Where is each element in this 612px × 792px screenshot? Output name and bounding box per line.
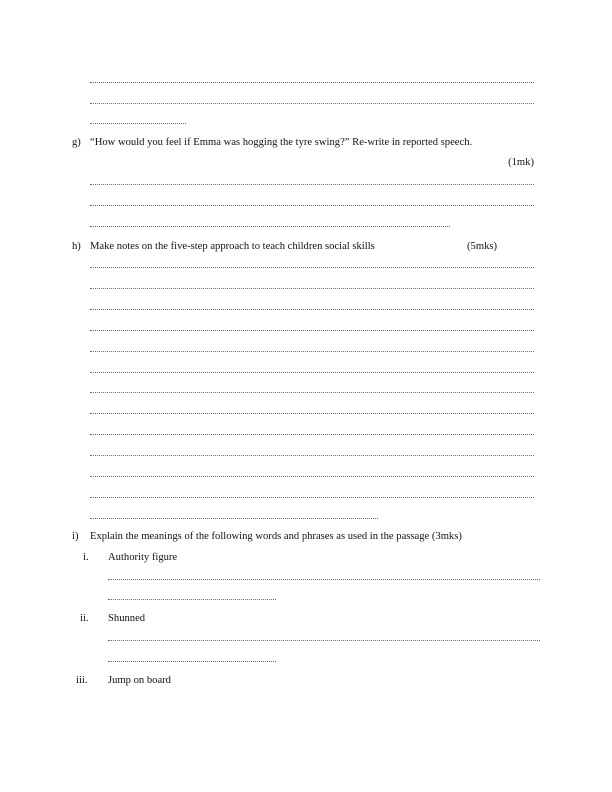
answer-line[interactable] [90,351,534,352]
answer-line[interactable] [90,518,378,519]
question-text: Make notes on the five-step approach to teach children social skills [90,241,375,252]
answer-line[interactable] [90,288,534,289]
question-text: “How would you feel if Emma was hogging the tyre swing?” Re-write in reported speech. [90,137,473,148]
answer-line[interactable] [108,579,540,580]
answer-line[interactable] [90,497,534,498]
answer-line[interactable] [90,392,534,393]
answer-line[interactable] [108,640,540,641]
answer-line[interactable] [90,82,534,83]
answer-line[interactable] [90,413,534,414]
question-label: h) [72,241,81,252]
item-term: Jump on board [108,675,171,686]
answer-line[interactable] [90,476,534,477]
question-text: Explain the meanings of the following words and phrases as used in the passage (3mks) [90,531,462,542]
answer-line[interactable] [90,330,534,331]
item-number: iii. [76,675,88,686]
question-label: g) [72,137,81,148]
answer-line[interactable] [90,372,534,373]
question-label: i) [72,531,79,542]
answer-line[interactable] [90,103,534,104]
question-marks: (1mk) [508,157,534,168]
answer-line[interactable] [90,205,534,206]
answer-line[interactable] [108,661,276,662]
question-marks: (5mks) [467,241,498,252]
item-term: Authority figure [108,552,178,563]
item-term: Shunned [108,613,146,624]
answer-line[interactable] [90,184,534,185]
answer-line[interactable] [90,309,534,310]
answer-line[interactable] [90,267,534,268]
answer-line[interactable] [90,123,186,124]
answer-line[interactable] [90,226,450,227]
answer-line[interactable] [108,599,276,600]
item-number: i. [83,552,89,563]
answer-line[interactable] [90,434,534,435]
item-number: ii. [80,613,89,624]
answer-line[interactable] [90,455,534,456]
